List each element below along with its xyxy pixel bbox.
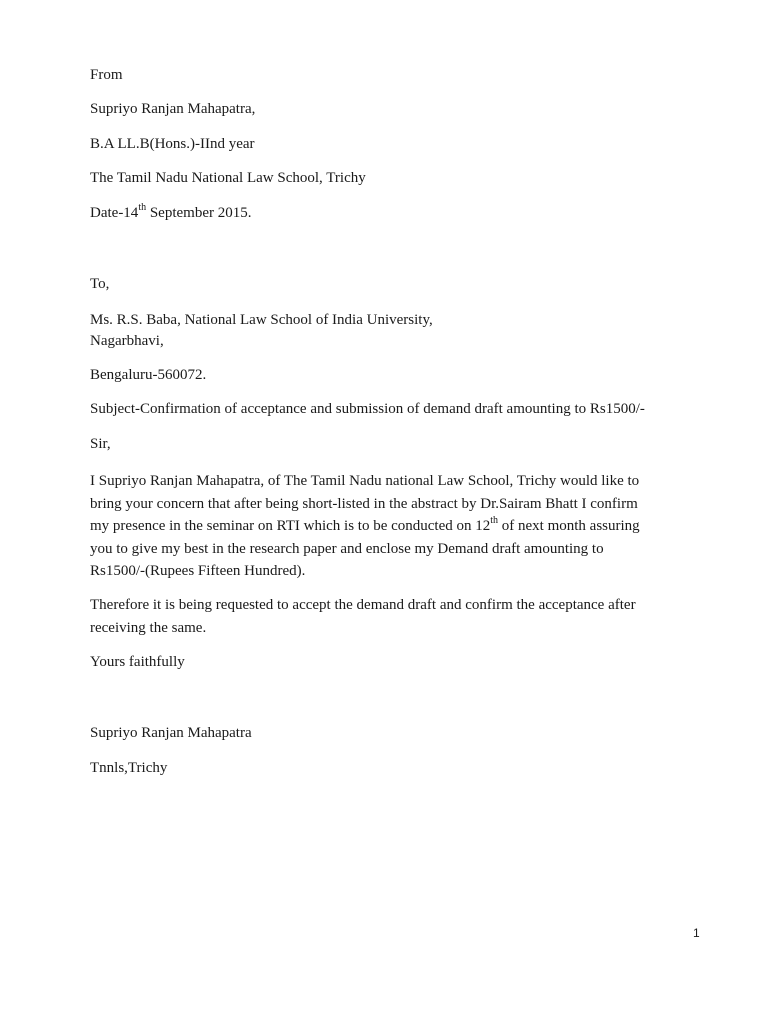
- salutation: Sir,: [90, 436, 111, 452]
- body-p1-line3-text: my presence in the seminar on RTI which is to be conducted on 12: [90, 518, 491, 534]
- subject-line: Subject-Confirmation of acceptance and submission of demand draft amounting to Rs1500/-: [90, 401, 645, 417]
- body-p1-line: I Supriyo Ranjan Mahapatra, of The Tamil Nadu national Law School, Trichy would like to: [90, 473, 640, 489]
- letter-date: [90, 202, 252, 224]
- signature-name: Supriyo Ranjan Mahapatra: [90, 725, 252, 741]
- date-prefix: Date-14: [90, 205, 139, 221]
- sender-course: B.A LL.B(Hons.)-IInd year: [90, 136, 255, 152]
- page-number: 1: [693, 926, 700, 940]
- body-p2-line: receiving the same.: [90, 619, 207, 636]
- from-heading: From: [90, 67, 123, 83]
- to-heading: To,: [90, 276, 110, 292]
- body-p2-line: Therefore it is being requested to accept the demand draft and confirm the acceptance after: [90, 597, 636, 613]
- body-paragraph-2: [90, 594, 700, 639]
- closing: Yours faithfully: [90, 654, 185, 670]
- recipient-line: Ms. R.S. Baba, National Law School of India University,: [90, 312, 433, 328]
- sender-name: Supriyo Ranjan Mahapatra,: [90, 101, 256, 117]
- recipient-locality: Nagarbhavi,: [90, 333, 164, 349]
- signature-org: Tnnls,Trichy: [90, 760, 168, 776]
- body-paragraph-1: [90, 470, 700, 583]
- body-p1-line: Rs1500/-(Rupees Fifteen Hundred).: [90, 563, 306, 579]
- body-p1-line: bring your concern that after being short-listed in the abstract by Dr.Sairam Bhatt I confirm: [90, 495, 638, 512]
- date-superscript: th: [138, 202, 147, 213]
- body-p1-line3-tail: of next month assuring: [498, 518, 640, 534]
- body-p1-line: [90, 515, 700, 538]
- body-superscript: th: [490, 515, 499, 526]
- date-suffix: September 2015.: [146, 205, 252, 221]
- recipient-city: Bengaluru-560072.: [90, 367, 207, 383]
- body-p1-line: you to give my best in the research paper and enclose my Demand draft amounting to: [90, 540, 604, 557]
- sender-institution: The Tamil Nadu National Law School, Trichy: [90, 170, 366, 186]
